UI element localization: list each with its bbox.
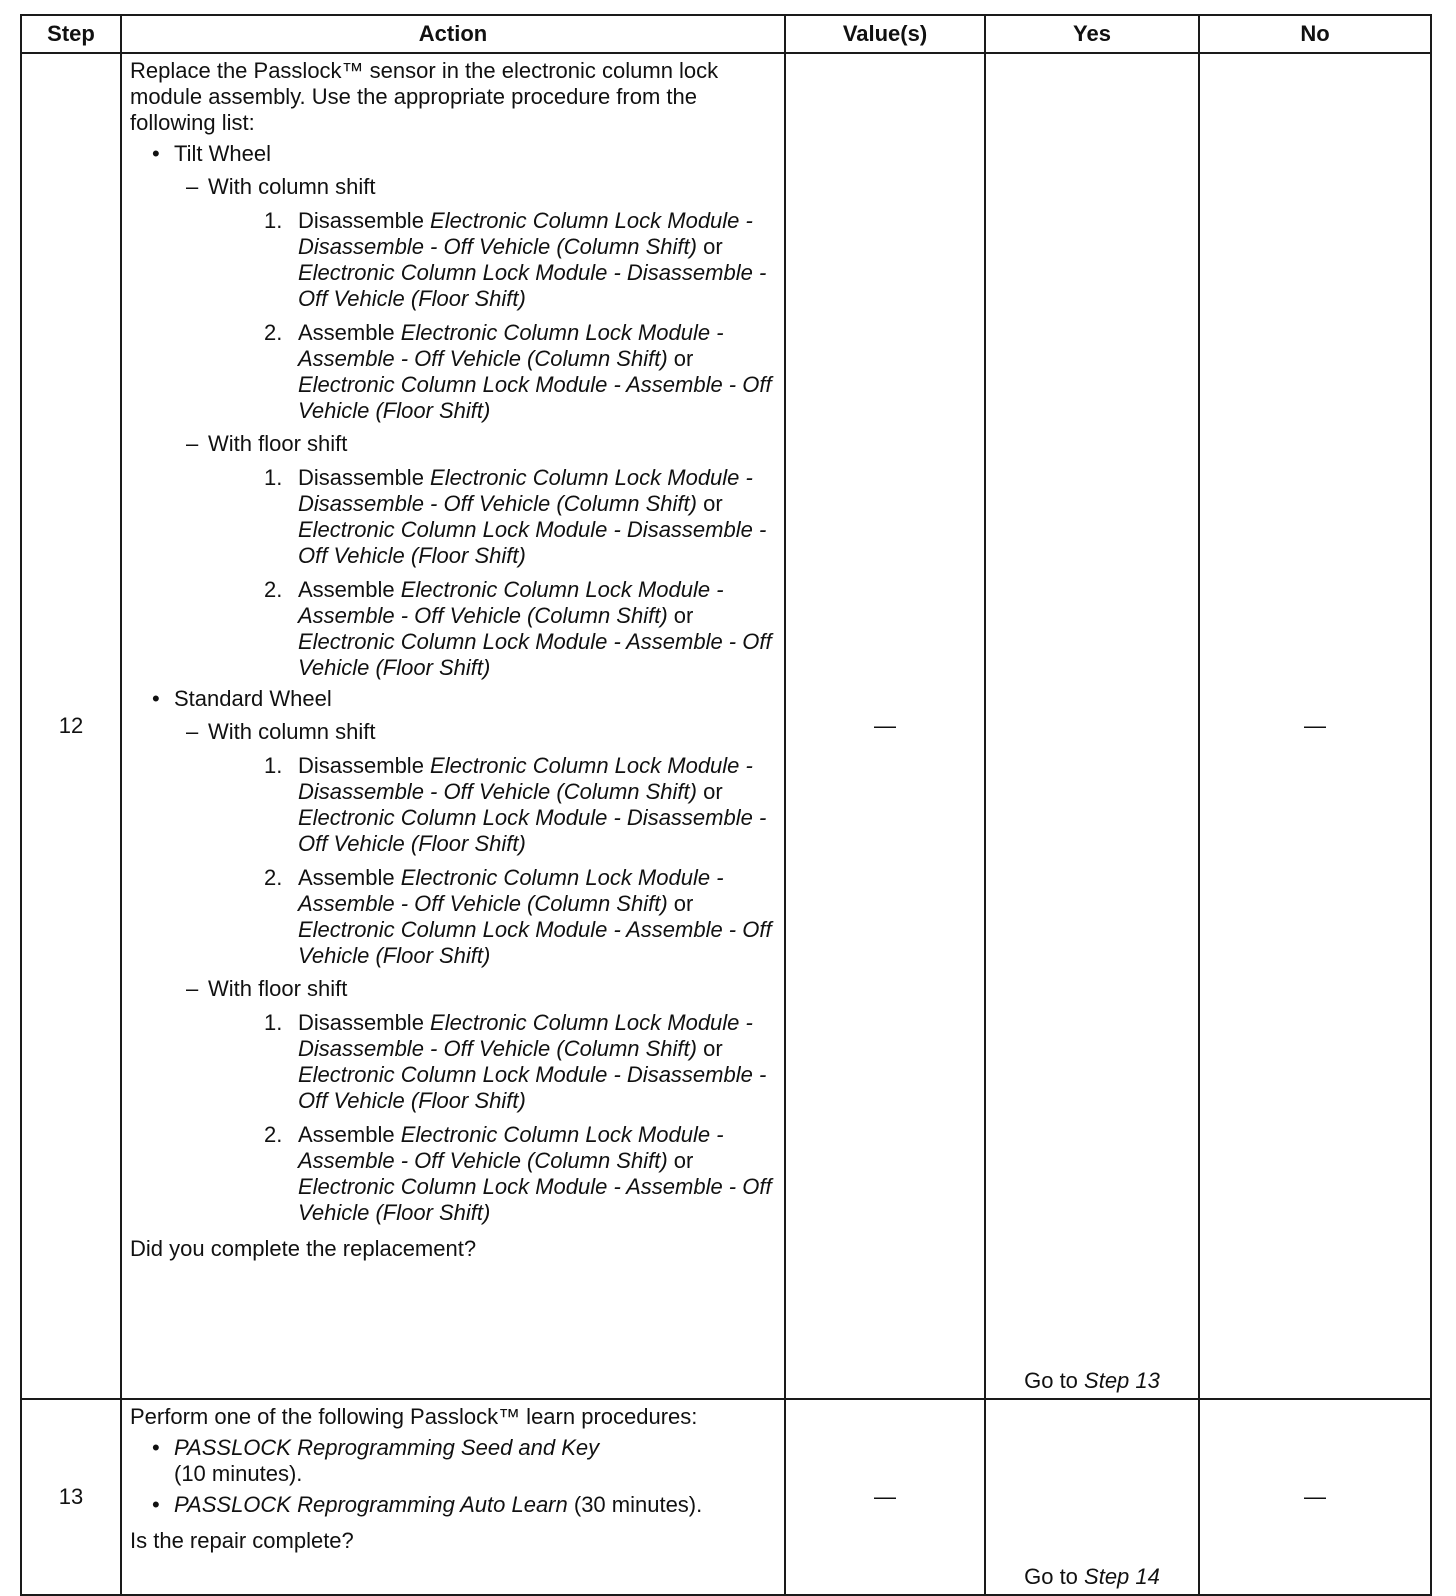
procedure-reference: Electronic Column Lock Module - Assemble - Off Vehicle (Floor Shift) (298, 1174, 772, 1225)
procedure-reference: Electronic Column Lock Module - Disassemble - Off Vehicle (Floor Shift) (298, 1062, 767, 1113)
header-step: Step (21, 15, 121, 53)
list-number: 1. (264, 753, 283, 778)
action-intro: Perform one of the following Passlock™ learn procedures: (130, 1404, 698, 1429)
procedure-reference: Electronic Column Lock Module - Disassemble - Off Vehicle (Column Shift) (298, 1010, 753, 1061)
procedure-reference: Electronic Column Lock Module - Assemble - Off Vehicle (Column Shift) (298, 320, 724, 371)
dash-floor-shift: – With floor shift (186, 431, 774, 457)
dash-floor-shift: – With floor shift (186, 976, 774, 1002)
list-or: or (696, 234, 723, 259)
procedure-reference: Electronic Column Lock Module - Assemble - Off Vehicle (Floor Shift) (298, 372, 772, 423)
procedure-reference: Electronic Column Lock Module - Disassemble - Off Vehicle (Floor Shift) (298, 260, 767, 311)
list-item (264, 208, 774, 312)
yes-prefix: Go to (1024, 1368, 1085, 1393)
list-verb: Disassemble (298, 753, 431, 778)
procedure-reference: Electronic Column Lock Module - Assemble - Off Vehicle (Floor Shift) (298, 629, 772, 680)
table-row-step-13 (21, 1399, 1431, 1595)
bullet-auto-learn (152, 1492, 774, 1518)
bullet-standard-wheel: • Standard Wheel (152, 686, 774, 712)
action-cell (121, 53, 785, 1399)
yes-prefix: Go to (1024, 1564, 1085, 1589)
dash-column-shift: – With column shift (186, 719, 774, 745)
list-verb: Assemble (298, 320, 401, 345)
duration-text: (10 minutes). (174, 1461, 303, 1486)
list-or: or (667, 891, 694, 916)
procedure-reference: PASSLOCK Reprogramming Auto Learn (174, 1492, 568, 1517)
procedure-reference: Electronic Column Lock Module - Assemble - Off Vehicle (Column Shift) (298, 1122, 724, 1173)
list-or: or (667, 346, 694, 371)
step-question: Is the repair complete? (130, 1528, 354, 1553)
list-verb: Assemble (298, 865, 401, 890)
header-action: Action (121, 15, 785, 53)
list-number: 2. (264, 577, 283, 602)
procedure-reference: Electronic Column Lock Module - Assemble - Off Vehicle (Column Shift) (298, 865, 724, 916)
list-or: or (667, 1148, 694, 1173)
procedure-reference: Electronic Column Lock Module - Disassemble - Off Vehicle (Column Shift) (298, 753, 753, 804)
list-or: or (667, 603, 694, 628)
list-item (264, 865, 774, 969)
list-item (264, 1010, 774, 1114)
list-number: 2. (264, 320, 283, 345)
yes-step-link[interactable]: Step 13 (1084, 1368, 1160, 1393)
list-or: or (696, 779, 723, 804)
header-row (21, 15, 1431, 53)
procedure-reference: Electronic Column Lock Module - Disassemble - Off Vehicle (Floor Shift) (298, 517, 767, 568)
list-or: or (696, 1036, 723, 1061)
list-number: 2. (264, 1122, 283, 1147)
procedure-reference: Electronic Column Lock Module - Disassemble - Off Vehicle (Column Shift) (298, 465, 753, 516)
yes-cell (985, 53, 1199, 1399)
step-question: Did you complete the replacement? (130, 1236, 477, 1261)
diagnostic-table (20, 14, 1432, 1596)
values-cell: — (785, 53, 985, 1399)
procedure-reference: Electronic Column Lock Module - Assemble - Off Vehicle (Floor Shift) (298, 917, 772, 968)
list-item (264, 465, 774, 569)
list-item (264, 320, 774, 424)
no-cell: — (1199, 53, 1431, 1399)
table-row-step-12 (21, 53, 1431, 1399)
header-yes: Yes (985, 15, 1199, 53)
list-number: 1. (264, 208, 283, 233)
list-verb: Disassemble (298, 208, 431, 233)
procedure-reference: Electronic Column Lock Module - Disassemble - Off Vehicle (Floor Shift) (298, 805, 767, 856)
list-verb: Disassemble (298, 465, 431, 490)
header-no: No (1199, 15, 1431, 53)
list-item (264, 1122, 774, 1226)
step-number: 13 (21, 1399, 121, 1595)
list-verb: Assemble (298, 577, 401, 602)
list-item (264, 577, 774, 681)
list-verb: Assemble (298, 1122, 401, 1147)
header-values: Value(s) (785, 15, 985, 53)
yes-cell (985, 1399, 1199, 1595)
list-number: 1. (264, 465, 283, 490)
no-cell: — (1199, 1399, 1431, 1595)
list-number: 1. (264, 1010, 283, 1035)
list-item (264, 753, 774, 857)
bullet-seed-and-key (152, 1435, 774, 1487)
duration-text: (30 minutes). (567, 1492, 703, 1517)
procedure-reference: Electronic Column Lock Module - Assemble - Off Vehicle (Column Shift) (298, 577, 724, 628)
dash-column-shift: – With column shift (186, 174, 774, 200)
procedure-reference: Electronic Column Lock Module - Disassemble - Off Vehicle (Column Shift) (298, 208, 753, 259)
procedure-reference: PASSLOCK Reprogramming Seed and Key (174, 1435, 600, 1460)
list-or: or (696, 491, 723, 516)
action-cell (121, 1399, 785, 1595)
list-number: 2. (264, 865, 283, 890)
step-number: 12 (21, 53, 121, 1399)
list-verb: Disassemble (298, 1010, 431, 1035)
action-intro: Replace the Passlock™ sensor in the electronic column lock module assembly. Use the appropriate procedure from the following list: (130, 58, 719, 135)
yes-step-link[interactable]: Step 14 (1084, 1564, 1160, 1589)
values-cell: — (785, 1399, 985, 1595)
bullet-tilt-wheel: • Tilt Wheel (152, 141, 774, 167)
